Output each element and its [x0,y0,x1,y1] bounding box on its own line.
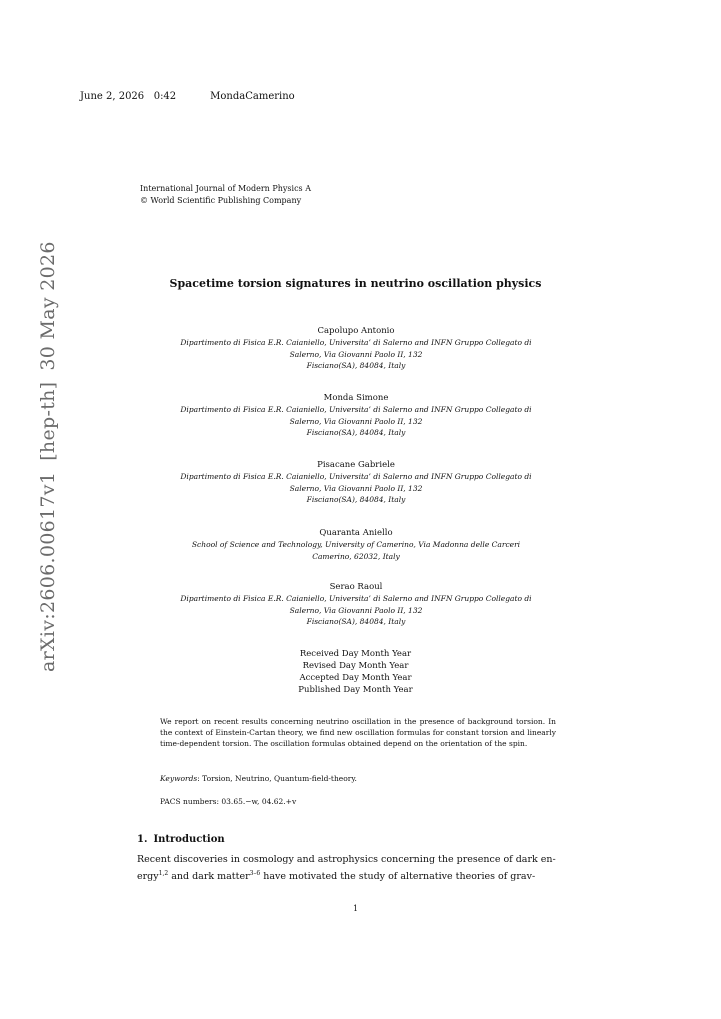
intro-text: ergy [137,871,159,883]
pacs-numbers: PACS numbers: 03.65.−w, 04.62.+v [160,797,297,806]
keywords-label: Keywords [160,774,198,783]
header-date: June 2, 2026 [80,91,145,102]
affiliation-line: Fisciano(SA), 84084, Italy [306,428,406,437]
received-date: Received Day Month Year [299,649,412,659]
journal-copyright: © World Scientific Publishing Company [140,196,302,205]
affiliation-line: Dipartimento di Fisica E.R. Caianiello, Universita’ di Salerno and INFN Gruppo Collegato di [180,405,532,414]
affiliation-line: Fisciano(SA), 84084, Italy [306,617,406,626]
section-title: Introduction [153,834,225,845]
page-number: 1 [352,904,359,913]
affiliation-line: Dipartimento di Fisica E.R. Caianiello, Universita’ di Salerno and INFN Gruppo Collegato di [180,338,532,347]
section-heading [137,834,225,845]
affiliation-line: Dipartimento di Fisica E.R. Caianiello, Universita’ di Salerno and INFN Gruppo Collegato di [180,472,532,481]
section-number: 1. [137,834,148,845]
arxiv-stamp [37,230,59,672]
journal-info [140,183,311,207]
intro-line-2 [137,867,574,884]
publication-dates [0,648,711,696]
author-block-3 [120,459,592,506]
header-time: 0:42 [153,91,177,102]
author-name: Serao Raoul [329,582,383,592]
affiliation-line: Salerno, Via Giovanni Paolo II, 132 [289,416,423,426]
revised-date: Revised Day Month Year [302,661,409,671]
intro-paragraph [137,853,574,884]
intro-line-1: Recent discoveries in cosmology and astrophysics concerning the presence of dark en- [137,854,556,865]
intro-text: have motivated the study of alternative theories of grav- [260,871,536,883]
keywords-text: : Torsion, Neutrino, Quantum-field-theory. [197,774,357,783]
citation[interactable]: 1,2 [158,870,169,877]
affiliation-line: Camerino, 62032, Italy [312,551,400,561]
author-block-2 [120,392,592,439]
running-header [80,91,295,102]
author-block-4 [120,527,592,562]
affiliation-line: Dipartimento di Fisica E.R. Caianiello, Universita’ di Salerno and INFN Gruppo Collegato di [180,594,532,603]
abstract: We report on recent results concerning neutrino oscillation in the presence of background torsion. In the context of Einstein-Cartan theory, we find new oscillation formulas for constant torsion and linearly time-dependent torsion. The oscillation formulas obtained depend on the orientation of the spin. [160,717,556,748]
intro-text: and dark matter [168,871,250,883]
affiliation-line: Salerno, Via Giovanni Paolo II, 132 [289,483,423,493]
journal-name: International Journal of Modern Physics A [140,184,311,193]
header-running-author: MondaCamerino [210,91,295,102]
author-name: Quaranta Aniello [319,528,393,538]
affiliation-line: Salerno, Via Giovanni Paolo II, 132 [289,349,423,359]
author-name: Monda Simone [323,393,389,403]
citation[interactable]: 3–6 [249,870,261,877]
paper-title: Spacetime torsion signatures in neutrino oscillation physics [169,277,542,290]
keywords [160,774,357,783]
published-date: Published Day Month Year [298,685,413,695]
affiliation-line: Salerno, Via Giovanni Paolo II, 132 [289,605,423,615]
arxiv-category: [hep-th] [37,381,59,461]
arxiv-id: arXiv:2606.00617v1 [37,471,59,672]
author-block-5 [120,581,592,628]
author-name: Pisacane Gabriele [317,460,395,470]
author-block-1 [120,325,592,372]
author-name: Capolupo Antonio [317,326,395,336]
affiliation-line: Fisciano(SA), 84084, Italy [306,495,406,504]
affiliation-line: School of Science and Technology, University of Camerino, Via Madonna delle Carceri [191,540,521,549]
affiliation-line: Fisciano(SA), 84084, Italy [306,361,406,370]
arxiv-date: 30 May 2026 [37,241,59,371]
accepted-date: Accepted Day Month Year [299,673,412,683]
